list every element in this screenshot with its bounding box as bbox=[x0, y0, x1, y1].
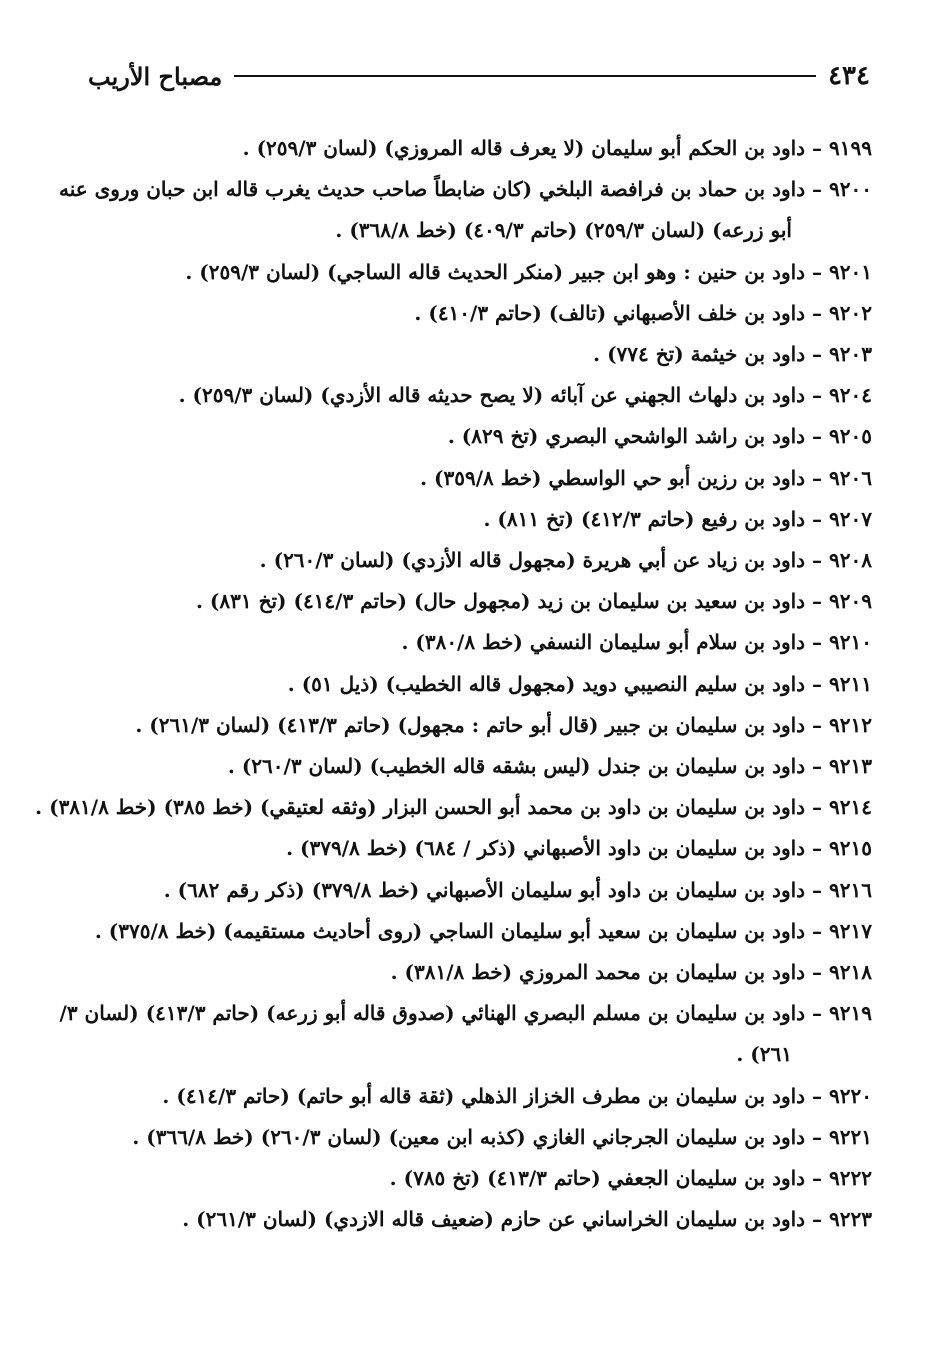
entry-text: داود بن رفيع (حاتم ٤١٢/٣) (تخ ٨١١) . bbox=[483, 506, 806, 531]
entry-text: داود بن زياد عن أبي هريرة (مجهول قاله الأزدي) (لسان ٢٦٠/٣) . bbox=[259, 548, 806, 573]
entry-text: داود بن سليمان بن مسلم البصري الهنائي (صدوق قاله أبو زرعه) (حاتم ٤١٣/٣) (لسان ٣/ bbox=[59, 1001, 806, 1026]
entry-text: داود بن سليمان بن سعيد أبو سليمان الساجي (روى أحاديث مستقيمه) (خط ٣٧٥/٨) . bbox=[94, 918, 806, 943]
entry-number: ٩٢٠١ bbox=[829, 259, 872, 284]
entry-9205: ٩٢٠٥ – داود بن راشد الواشحي البصري (تخ ٨٢٩) . bbox=[447, 424, 872, 449]
entry-text: داود بن سليمان بن مطرف الخزاز الذهلي (ثقة قاله أبو حاتم) (حاتم ٤١٤/٣) . bbox=[162, 1083, 806, 1108]
entry-number: ٩٢١٤ bbox=[829, 795, 872, 820]
entry-text: داود بن سليم النصيبي دويد (مجهول قاله الخطيب) (ذيل ٥١) . bbox=[287, 671, 806, 696]
entry-9222: ٩٢٢٢ – داود بن سليمان الجعفي (حاتم ٤١٣/٣) (تخ ٧٨٥) . bbox=[389, 1166, 872, 1191]
entry-number: ٩٢١٩ bbox=[829, 1001, 872, 1026]
entry-9215: ٩٢١٥ – داود بن سليمان بن داود الأصبهاني (ذكر / ٦٨٤) (خط ٣٧٩/٨) . bbox=[286, 836, 872, 861]
entry-9214: ٩٢١٤ – داود بن سليمان بن داود بن محمد أبو الحسن البزار (وثقه لعتيقي) (خط ٣٨٥) (خط ٣٨١/٨) . bbox=[35, 795, 872, 820]
entry-9204: ٩٢٠٤ – داود بن دلهاث الجهني عن آبائه (لا يصح حديثه قاله الأزدي) (لسان ٢٥٩/٣) . bbox=[178, 383, 872, 408]
entry-text: داود بن راشد الواشحي البصري (تخ ٨٢٩) . bbox=[447, 424, 806, 449]
entry-9220: ٩٢٢٠ – داود بن سليمان بن مطرف الخزاز الذهلي (ثقة قاله أبو حاتم) (حاتم ٤١٤/٣) . bbox=[162, 1083, 872, 1108]
entry-text: داود بن خيثمة (تخ ٧٧٤) . bbox=[593, 342, 806, 367]
entry-9221: ٩٢٢١ – داود بن سليمان الجرجاني الغازي (كذبه ابن معين) (لسان ٢٦٠/٣) (خط ٣٦٦/٨) . bbox=[132, 1124, 872, 1149]
entry-continuation: أبو زرعه) (لسان ٢٥٩/٣) (حاتم ٤٠٩/٣) (خط ٣٦٨/٨) . bbox=[335, 218, 792, 243]
book-title: مصباح الأريب bbox=[88, 61, 223, 91]
entry-number: ٩٢١٦ bbox=[829, 877, 872, 902]
entry-text: داود بن سليمان الجرجاني الغازي (كذبه ابن معين) (لسان ٢٦٠/٣) (خط ٣٦٦/٨) . bbox=[132, 1124, 806, 1149]
entry-list bbox=[35, 128, 872, 1240]
entry-text: داود بن حماد بن فرافصة البلخي (كان ضابطاً صاحب حديث يغرب قاله ابن حبان وروى عنه bbox=[59, 177, 806, 202]
entry-number: ٩٢١٨ bbox=[829, 960, 872, 985]
entry-9223: ٩٢٢٣ – داود بن سليمان الخراساني عن حازم (ضعيف قاله الازدي) (لسان ٢٦١/٣) . bbox=[182, 1207, 872, 1232]
entry-text: داود بن سليمان بن داود بن محمد أبو الحسن البزار (وثقه لعتيقي) (خط ٣٨٥) (خط ٣٨١/٨) . bbox=[35, 795, 806, 820]
entry-text: داود بن حنين : وهو ابن جبير (منكر الحديث قاله الساجي) (لسان ٢٥٩/٣) . bbox=[185, 259, 806, 284]
entry-text: داود بن الحكم أبو سليمان (لا يعرف قاله المروزي) (لسان ٢٥٩/٣) . bbox=[242, 136, 806, 160]
entry-9212: ٩٢١٢ – داود بن سليمان بن جبير (قال أبو حاتم : مجهول) (حاتم ٤١٣/٣) (لسان ٢٦١/٣) . bbox=[135, 712, 872, 737]
entry-text: داود بن سليمان الخراساني عن حازم (ضعيف قاله الازدي) (لسان ٢٦١/٣) . bbox=[182, 1207, 806, 1232]
entry-9213: ٩٢١٣ – داود بن سليمان بن جندل (ليس بشقه قاله الخطيب) (لسان ٢٦٠/٣) . bbox=[227, 754, 872, 779]
entry-number: ٩٢٢٢ bbox=[829, 1166, 872, 1191]
entry-number: ٩٢٢٣ bbox=[829, 1207, 872, 1232]
header-rule bbox=[234, 75, 816, 77]
entry-text: داود بن دلهاث الجهني عن آبائه (لا يصح حديثه قاله الأزدي) (لسان ٢٥٩/٣) . bbox=[178, 383, 806, 408]
entry-number: ٩٢١١ bbox=[829, 671, 872, 696]
entry-number: ٩٢٠٩ bbox=[829, 589, 872, 614]
entry-number: ٩٢١٢ bbox=[829, 712, 872, 737]
entry-number: ٩٢٠٥ bbox=[829, 424, 872, 449]
entry-9209: ٩٢٠٩ – داود بن سعيد بن سليمان بن زيد (مجهول حال) (حاتم ٤١٤/٣) (تخ ٨٣١) . bbox=[195, 589, 872, 614]
entry-number: ٩٢١٧ bbox=[829, 918, 872, 943]
entry-number: ٩٢١٣ bbox=[829, 754, 872, 779]
entry-9206: ٩٢٠٦ – داود بن رزين أبو حي الواسطي (خط ٣٥٩/٨) . bbox=[420, 465, 872, 490]
entry-text: داود بن سليمان بن محمد المروزي (خط ٣٨١/٨) . bbox=[390, 960, 806, 985]
entry-9201: ٩٢٠١ – داود بن حنين : وهو ابن جبير (منكر الحديث قاله الساجي) (لسان ٢٥٩/٣) . bbox=[185, 259, 872, 284]
entry-9203: ٩٢٠٣ – داود بن خيثمة (تخ ٧٧٤) . bbox=[593, 342, 872, 367]
entry-text: داود بن سعيد بن سليمان بن زيد (مجهول حال) (حاتم ٤١٤/٣) (تخ ٨٣١) . bbox=[195, 589, 806, 614]
entry-9218: ٩٢١٨ – داود بن سليمان بن محمد المروزي (خط ٣٨١/٨) . bbox=[390, 960, 872, 985]
entry-number: ٩٢٠٠ bbox=[829, 177, 872, 202]
entry-number: ٩٢١٥ bbox=[829, 836, 872, 861]
entry-text: داود بن سلام أبو سليمان النسفي (خط ٣٨٠/٨) . bbox=[401, 630, 806, 655]
entry-number: ٩٢٠٣ bbox=[829, 342, 872, 367]
page-number: ٤٣٤ bbox=[828, 61, 870, 91]
entry-number: ٩٢٢١ bbox=[829, 1124, 872, 1149]
entry-number: ٩٢٢٠ bbox=[829, 1083, 872, 1108]
entry-text: داود بن سليمان بن داود الأصبهاني (ذكر / ٦٨٤) (خط ٣٧٩/٨) . bbox=[286, 836, 806, 861]
entry-number: ٩٢٠٦ bbox=[829, 465, 872, 490]
entry-9216: ٩٢١٦ – داود بن سليمان بن داود أبو سليمان الأصبهاني (خط ٣٧٩/٨) (ذكر رقم ٦٨٢) . bbox=[163, 877, 872, 902]
entry-text: داود بن خلف الأصبهاني (تالف) (حاتم ٤١٠/٣) . bbox=[414, 300, 806, 325]
entry-number: ٩٢٠٧ bbox=[829, 506, 872, 531]
page-header bbox=[88, 58, 870, 94]
entry-number: ٩٢١٠ bbox=[829, 630, 872, 655]
entry-9211: ٩٢١١ – داود بن سليم النصيبي دويد (مجهول قاله الخطيب) (ذيل ٥١) . bbox=[287, 671, 872, 696]
entry-9207: ٩٢٠٧ – داود بن رفيع (حاتم ٤١٢/٣) (تخ ٨١١) . bbox=[483, 506, 872, 531]
entry-text: داود بن رزين أبو حي الواسطي (خط ٣٥٩/٨) . bbox=[420, 465, 806, 490]
entry-9217: ٩٢١٧ – داود بن سليمان بن سعيد أبو سليمان الساجي (روى أحاديث مستقيمه) (خط ٣٧٥/٨) . bbox=[94, 918, 872, 943]
entry-number: ٩٢٠٨ bbox=[829, 548, 872, 573]
entry-9208: ٩٢٠٨ – داود بن زياد عن أبي هريرة (مجهول قاله الأزدي) (لسان ٢٦٠/٣) . bbox=[259, 548, 872, 573]
entry-number: ٩٢٠٢ bbox=[829, 300, 872, 325]
entry-text: داود بن سليمان الجعفي (حاتم ٤١٣/٣) (تخ ٧٨٥) . bbox=[389, 1166, 806, 1191]
entry-9200: ٩٢٠٠ – داود بن حماد بن فرافصة البلخي (كان ضابطاً صاحب حديث يغرب قاله ابن حبان وروى عنه أبو زرعه) (لسان ٢٥٩/٣) (حاتم ٤٠٩/٣) (خط ٣٦٨/٨) . bbox=[82, 169, 872, 251]
entry-9210: ٩٢١٠ – داود بن سلام أبو سليمان النسفي (خط ٣٨٠/٨) . bbox=[401, 630, 872, 655]
entry-9199: ٩١٩٩ – داود بن الحكم أبو سليمان (لا يعرف قاله المروزي) (لسان ٢٥٩/٣) . bbox=[242, 136, 872, 160]
entry-continuation: ٢٦١) . bbox=[736, 1042, 792, 1067]
entry-number: ٩١٩٩ bbox=[829, 136, 872, 160]
entry-9219: ٩٢١٩ – داود بن سليمان بن مسلم البصري الهنائي (صدوق قاله أبو زرعه) (حاتم ٤١٣/٣) (لسان ٣/ ٢٦١) . bbox=[82, 993, 872, 1075]
entry-text: داود بن سليمان بن جبير (قال أبو حاتم : مجهول) (حاتم ٤١٣/٣) (لسان ٢٦١/٣) . bbox=[135, 712, 806, 737]
entry-text: داود بن سليمان بن جندل (ليس بشقه قاله الخطيب) (لسان ٢٦٠/٣) . bbox=[227, 754, 806, 779]
entry-9202: ٩٢٠٢ – داود بن خلف الأصبهاني (تالف) (حاتم ٤١٠/٣) . bbox=[414, 300, 872, 325]
entry-text: داود بن سليمان بن داود أبو سليمان الأصبهاني (خط ٣٧٩/٨) (ذكر رقم ٦٨٢) . bbox=[163, 877, 806, 902]
entry-number: ٩٢٠٤ bbox=[829, 383, 872, 408]
